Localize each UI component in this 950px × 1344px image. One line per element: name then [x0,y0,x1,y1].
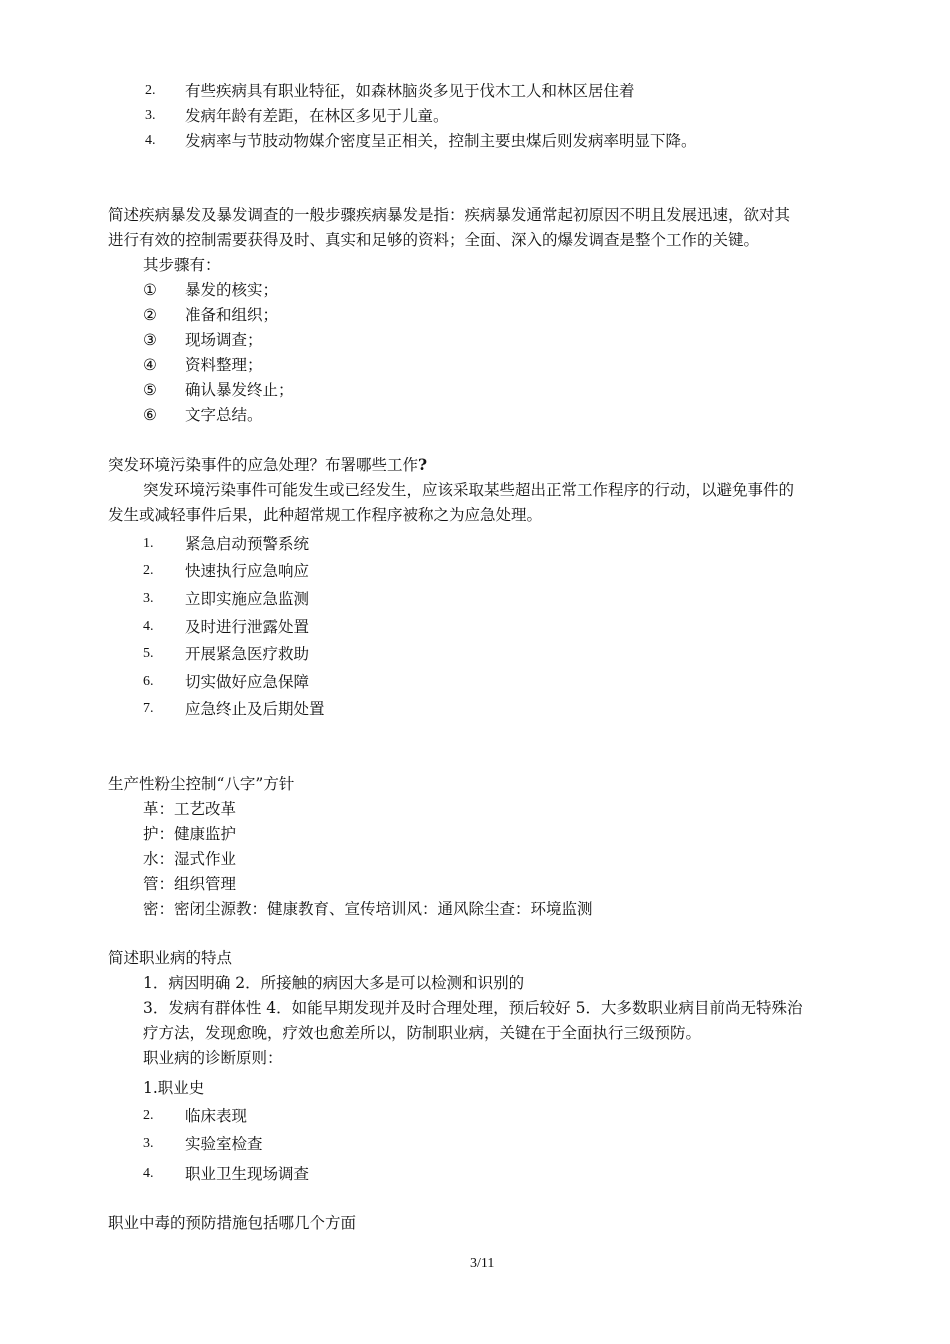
diagnosis-item: 职业卫生现场调查 [185,1165,310,1183]
list-item: 开展紧急医疗救助 [185,645,310,663]
list-number: 1. [143,536,154,551]
step-item: 确认暴发终止； [185,381,294,399]
step-number: ④ [143,356,157,374]
dust-line: 水：湿式作业 [143,850,237,868]
diagnosis-label: 职业病的诊断原则： [143,1049,283,1067]
list-item: 立即实施应急监测 [185,590,310,608]
list-item: 快速执行应急响应 [185,562,310,580]
step-number: ⑥ [143,406,157,424]
heading-mark: ? [418,455,428,474]
list-item: 应急终止及后期处置 [185,700,325,718]
list-item: 紧急启动预警系统 [185,535,310,553]
step-number: ② [143,306,157,324]
section-heading: 生产性粉尘控制“八字”方针 [108,775,295,793]
dust-line: 管：组织管理 [143,875,237,893]
step-number: ① [143,281,157,299]
diagnosis-item: 临床表现 [185,1107,248,1125]
section-heading [108,455,427,475]
paragraph-line: 简述疾病暴发及暴发调查的一般步骤疾病暴发是指：疾病暴发通常起初原因不明且发展迅速，欲对其 [108,206,791,224]
list-number: 4. [143,619,154,634]
diagnosis-item: 实验室检查 [185,1135,263,1153]
paragraph-line: 突发环境污染事件可能发生或已经发生，应该采取某些超出正常工作程序的行动，以避免事件的 [143,481,795,499]
paragraph-line: 3．发病有群体性 4．如能早期发现并及时合理处理，预后较好 5．大多数职业病目前尚无特殊治 [143,999,803,1017]
paragraph-line: 进行有效的控制需要获得及时、真实和足够的资料；全面、深入的爆发调查是整个工作的关键。 [108,231,760,249]
list-number: 4. [143,1166,154,1181]
paragraph-line: 疗方法，发现愈晚，疗效也愈差所以，防制职业病，关键在于全面执行三级预防。 [143,1024,702,1042]
list-item: 发病年龄有差距，在林区多见于儿童。 [185,107,449,125]
list-number: 2. [145,83,156,98]
dust-line: 革：工艺改革 [143,800,237,818]
step-item: 文字总结。 [185,406,263,424]
dust-line: 密：密闭尘源教：健康教育、宣传培训风：通风除尘查：环境监测 [143,900,593,918]
list-number: 6. [143,674,154,689]
step-item: 现场调查； [185,331,263,349]
list-number: 5. [143,646,154,661]
page-number: 3/11 [470,1256,495,1271]
step-item: 资料整理； [185,356,263,374]
section-heading: 职业中毒的预防措施包括哪几个方面 [108,1214,357,1232]
heading-text: 突发环境污染事件的应急处理？布署哪些工作 [108,456,419,474]
list-item: 发病率与节肢动物媒介密度呈正相关，控制主要虫煤后则发病率明显下降。 [185,132,697,150]
diagnosis-item: 1.职业史 [143,1079,205,1097]
list-number: 3. [143,591,154,606]
steps-label: 其步骤有： [143,256,221,274]
list-number: 3. [143,1136,154,1151]
step-number: ③ [143,331,157,349]
section-heading: 简述职业病的特点 [108,949,233,967]
dust-line: 护：健康监护 [143,825,237,843]
list-item: 切实做好应急保障 [185,673,310,691]
paragraph-line: 发生或减轻事件后果，此种超常规工作程序被称之为应急处理。 [108,506,543,524]
paragraph-line: 1．病因明确 2．所接触的病因大多是可以检测和识别的 [143,974,525,992]
step-item: 准备和组织； [185,306,279,324]
list-item: 及时进行泄露处置 [185,618,310,636]
step-item: 暴发的核实； [185,281,279,299]
list-number: 3. [145,108,156,123]
step-number: ⑤ [143,381,157,399]
list-number: 7. [143,701,154,716]
list-number: 2. [143,1108,154,1123]
list-number: 4. [145,133,156,148]
list-item: 有些疾病具有职业特征，如森林脑炎多见于伐木工人和林区居住着 [185,82,635,100]
list-number: 2. [143,563,154,578]
